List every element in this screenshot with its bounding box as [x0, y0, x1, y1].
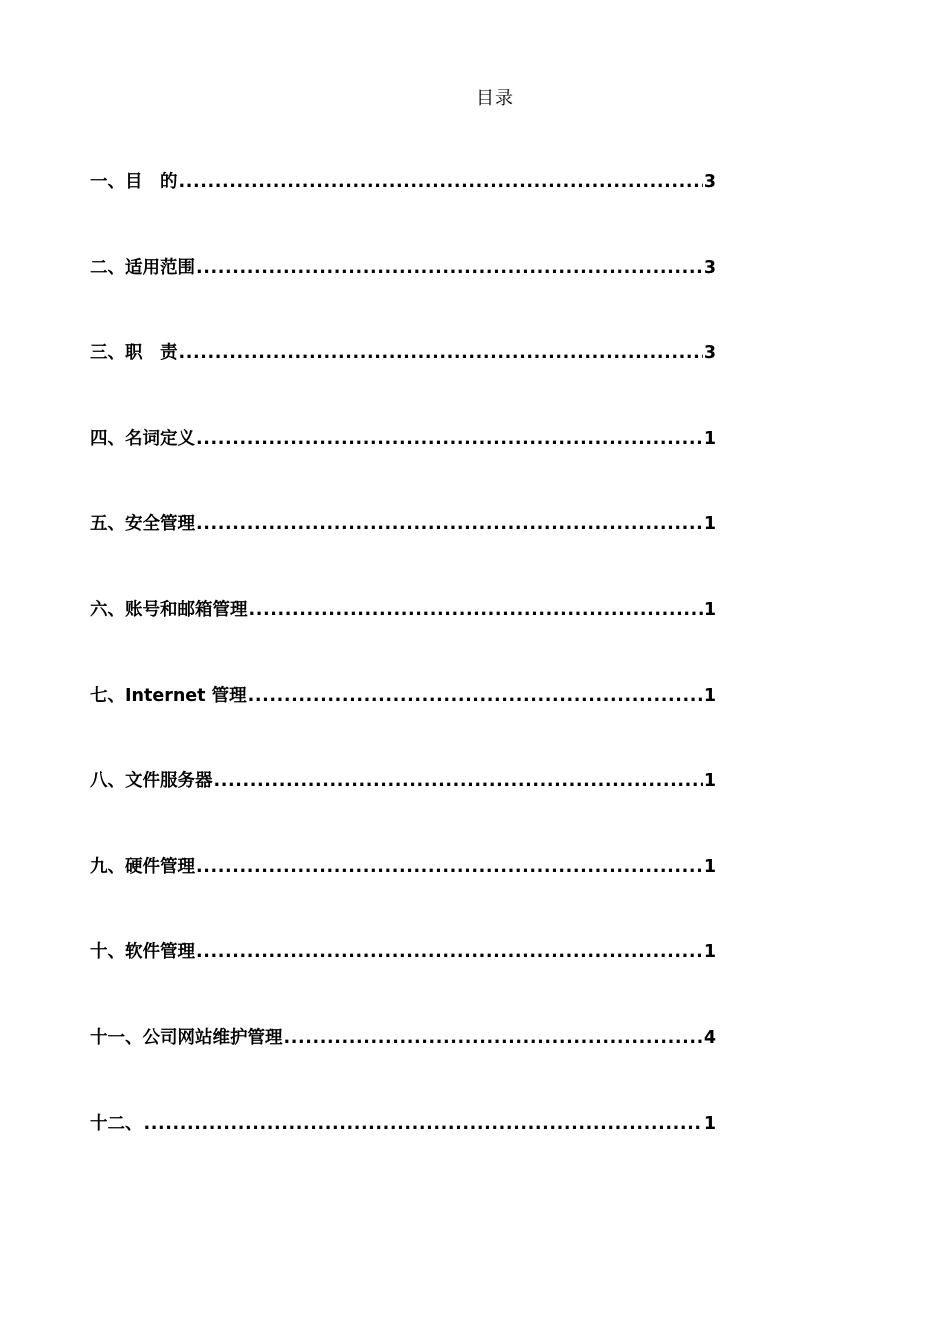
toc-entry-security[interactable] [90, 510, 716, 596]
toc-entry-objective[interactable] [90, 168, 716, 254]
toc-entry-label: 十一、公司网站维护管理 [90, 1027, 283, 1048]
toc-page-number: 4 [703, 1027, 716, 1048]
toc-entry-software[interactable] [90, 938, 716, 1024]
toc-dot-leader [249, 600, 703, 620]
toc-dot-leader [196, 429, 703, 449]
toc-entry-responsibilities[interactable] [90, 339, 716, 425]
toc-entry-label: 一、目 的 [90, 172, 178, 192]
toc-page-number: 1 [703, 514, 716, 535]
toc-page-number: 1 [703, 599, 716, 620]
toc-entry-label: 九、硬件管理 [90, 856, 195, 877]
toc-entry-twelve[interactable] [90, 1110, 716, 1196]
toc-dot-leader [196, 942, 703, 962]
toc-entry-label: 十、软件管理 [90, 942, 195, 963]
toc-title: 目录 [476, 88, 514, 109]
toc-entry-label: 八、文件服务器 [90, 771, 213, 792]
toc-entry-label: 五、安全管理 [90, 514, 195, 535]
toc-dot-leader [284, 1028, 703, 1048]
toc-entry-internet[interactable] [90, 682, 716, 768]
toc-dot-leader [196, 258, 703, 278]
toc-dot-leader [179, 172, 703, 192]
toc-page-number: 3 [703, 343, 716, 364]
toc-dot-leader [214, 771, 703, 791]
toc-page-number: 1 [703, 771, 716, 792]
toc-list [90, 168, 716, 1195]
toc-entry-accounts-email[interactable] [90, 596, 716, 682]
toc-dot-leader [179, 343, 703, 363]
toc-entry-label: 七、Internet 管理 [90, 685, 247, 706]
toc-entry-file-server[interactable] [90, 767, 716, 853]
toc-page-number: 3 [703, 257, 716, 278]
toc-entry-label: 二、适用范围 [90, 257, 195, 278]
toc-entry-label: 三、职 责 [90, 343, 178, 364]
toc-dot-leader [196, 857, 703, 877]
toc-page-number: 1 [703, 685, 716, 706]
toc-entry-definitions[interactable] [90, 425, 716, 511]
toc-entry-label: 六、账号和邮箱管理 [90, 599, 248, 620]
toc-page-number: 1 [703, 1113, 716, 1134]
toc-entry-scope[interactable] [90, 254, 716, 340]
toc-page-number: 1 [703, 942, 716, 963]
toc-page-number: 1 [703, 856, 716, 877]
toc-dot-leader [196, 514, 703, 534]
toc-entry-website[interactable] [90, 1024, 716, 1110]
toc-dot-leader [248, 686, 703, 706]
toc-entry-hardware[interactable] [90, 853, 716, 939]
toc-dot-leader [144, 1114, 703, 1134]
toc-page-number: 1 [703, 428, 716, 449]
toc-entry-label: 四、名词定义 [90, 428, 195, 449]
toc-page-number: 3 [703, 172, 716, 192]
toc-entry-label: 十二、 [90, 1113, 143, 1134]
